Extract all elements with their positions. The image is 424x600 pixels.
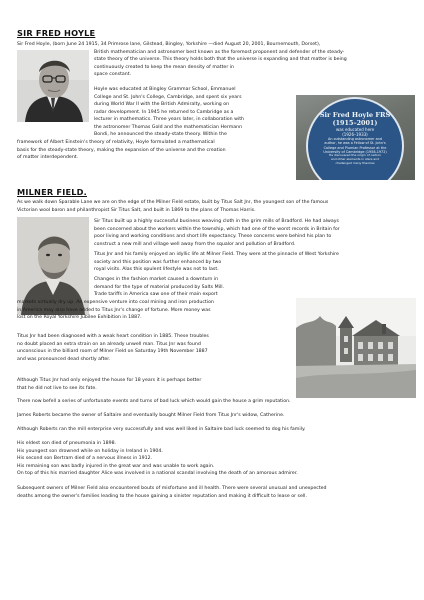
text-line: unconscious in the billiard room of Milner Field on Saturday 19th November 1887 <box>17 349 208 355</box>
plaque-line1: was educated here <box>335 127 375 132</box>
text-line: poor living and working conditions and short life expectancy. These concerns were behind his plan to <box>94 234 332 240</box>
plaque-small-text-2: He discovered the origin of carbon and other elements in stars and challenged many theories <box>329 153 381 165</box>
text-line: markets virtually dry up. An expensive venture into coal mining and iron production <box>17 300 214 305</box>
text-line: the astronomer Thomas Gold and the mathematician Hermann <box>94 124 243 130</box>
text-line: His second son Bertram died of a nervous illness in 1912. <box>17 456 153 462</box>
milner-p5 <box>17 377 293 392</box>
text-line: continuously created to keep the mean density of matter in <box>94 64 235 70</box>
text-line: Subsequent owners of Milner Field also encountered bouts of misfortune and ill health. There were several unusual and unexpected <box>17 486 327 491</box>
text-line: society and this position was further enhanced by two <box>94 259 222 265</box>
text-line: during World War II with the British Admiralty, working on <box>94 102 230 108</box>
text-line: no doubt placed an extra strain on an already unwell man. Titus Jnr was found <box>17 341 201 347</box>
text-line: His remaining son was badly injured in the great war and was unable to work again. <box>17 463 215 469</box>
text-line: Although Roberts ran the mill enterprise very successfully and was well liked in Saltaire bad luck seemed to dog his family. <box>17 427 306 432</box>
hoyle-intro: Sir Fred Hoyle, (born June 24 1915, 34 Primrose lane, Gilstead, Bingley, Yorkshire —died August 20, 2001, Bournemouth, Dorset), <box>17 42 321 47</box>
hoyle-theory-text <box>17 139 295 162</box>
text-line: lecturer in mathematics. Three years later, in collaboration with <box>94 117 245 123</box>
text-line: Titus Jnr had been diagnosed with a weak heart condition in 1885. These troubles <box>17 334 209 339</box>
text-line: lost on the Royal Yorkshire Jubilee Exhibition in 1887. <box>17 315 142 321</box>
hoyle-education-text <box>94 86 292 139</box>
hoyle-heading: SIR FRED HOYLE <box>17 28 96 38</box>
text-line: British mathematician and astronomer best known as the foremost proponent and defender of the steady- <box>94 49 345 55</box>
text-line: Sir Titus built up a highly successful business weaving cloth in the grim mills of Bradford. He had always <box>94 219 339 224</box>
text-line: state theory of the universe. This theory holds both that the universe is expanding and that matter is being <box>94 57 347 63</box>
text-line: radar development. In 1945 he returned to Cambridge as a <box>94 109 234 115</box>
text-line: Although Titus Jnr had only enjoyed the house for 18 years it is perhaps better <box>17 378 202 383</box>
milner-p3-cont <box>17 299 293 322</box>
text-line: been concerned about the workers within the township, which had one of the worst records in Britain for <box>94 226 340 232</box>
text-line: Changes in the fashion market caused a downturn in <box>94 277 219 282</box>
text-line: Hoyle was educated at Bingley Grammar School, Emmanuel <box>94 87 236 92</box>
text-line: that he did not live to see its fate. <box>17 385 97 391</box>
text-line: Bondi, he announced the steady-state theory. Within the <box>94 132 227 138</box>
milner-p2 <box>94 251 418 274</box>
text-line: There now befell a series of unfortunate events and turns of bad luck which would gain the house a grim reputation. <box>17 399 291 404</box>
text-line: royal visits. Alas this opulent lifestyle was not to last. <box>94 267 219 273</box>
text-line: His eldest son died of pneumonia in 1898. <box>17 441 117 446</box>
blue-plaque-photo <box>296 95 415 180</box>
plaque-dates: (1915–2001) <box>332 119 378 127</box>
milner-p6 <box>17 398 417 406</box>
hoyle-wrap-text <box>94 49 418 79</box>
text-line: demand for the type of material produced by Salts Mill. <box>94 284 225 290</box>
text-line: Titus Jnr and his family enjoyed an idyllic life at Milner Field. They were at the pinnacle of West Yorkshire <box>94 252 339 257</box>
milner-p9 <box>17 440 417 478</box>
text-line: construct a new mill and village well away from the squalor and pollution of Bradford. <box>94 241 296 247</box>
text-line: framework of Albert Einstein's theory of relativity, Hoyle formulated a mathematical <box>17 140 215 145</box>
milner-p10 <box>17 485 417 500</box>
text-line: and was pronounced dead shortly after. <box>17 356 111 362</box>
text-line: James Roberts became the owner of Saltaire and eventually bought Milner Field from Titus Jnr's widow, Catherine. <box>17 413 285 418</box>
text-line: in America may also have added to Titus Jnr's change of fortune. More money was <box>17 307 211 313</box>
milner-p7 <box>17 412 417 420</box>
milner-field-house-photo <box>296 298 416 398</box>
fred-hoyle-portrait <box>17 50 89 122</box>
blue-plaque <box>306 97 404 180</box>
plaque-small-text: An outstanding astronomer and author, he was a Fellow of St. John's College and Plumian Professor at the University of Cambridge (1958-1972) <box>323 137 387 154</box>
milner-intro <box>17 199 417 214</box>
plaque-line2: (1926–1933) <box>342 132 368 137</box>
text-line: As we walk down Sparable Lane we are on the edge of the Milner Field estate, built by Titus Salt Jnr, the youngest son of the famous <box>17 200 329 205</box>
text-line: Trade tariffs in America saw one of their main export <box>94 292 218 298</box>
milner-p1 <box>94 218 418 248</box>
text-line: space constant. <box>94 72 132 78</box>
text-line: His youngest son drowned while on holiday in Ireland in 1904. <box>17 448 163 454</box>
text-line: Victorian wool baron and philanthropist Sir Titus Salt, and built in 1869 to the plans of Thomas Harris. <box>17 207 256 213</box>
milner-p3 <box>94 276 294 299</box>
milner-heading: MILNER FIELD. <box>17 187 87 197</box>
text-line: On top of this his married daughter Alice was involved in a national scandal involving the death of an amorous admirer. <box>17 471 298 477</box>
milner-p4 <box>17 333 293 363</box>
text-line: deaths among the owner's families leading to the house gaining a sinister reputation and making it difficult to lease or sell. <box>17 493 307 499</box>
text-line: of matter interdependent. <box>17 155 79 161</box>
milner-p8 <box>17 426 417 434</box>
text-line: College and St. John's College, Cambridge, and spent six years <box>94 94 242 100</box>
text-line: basis for the steady-state theory, making the expansion of the universe and the creation <box>17 147 226 153</box>
plaque-title: Sir Fred Hoyle FRS <box>319 111 391 119</box>
